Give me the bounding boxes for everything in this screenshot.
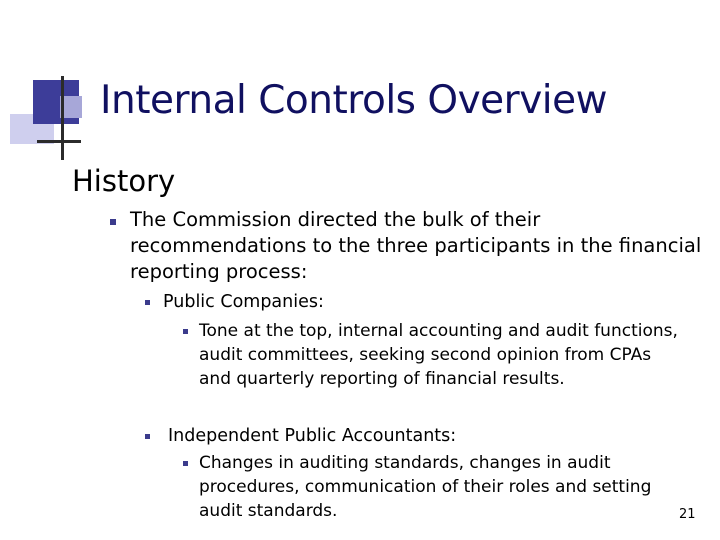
slide-title: Internal Controls Overview xyxy=(100,78,608,123)
bullet-accountants-label: Independent Public Accountants: xyxy=(168,426,457,446)
bullet-public-companies-detail: Tone at the top, internal accounting and audit functions, audit committees, seeking second opinion from CPAs and quarterly reporting of financial results. xyxy=(199,321,678,389)
bullet-commission-text: The Commission directed the bulk of their recommendations to the three participants in the financial reporting process: xyxy=(130,208,702,283)
logo-vertical-line xyxy=(61,76,64,160)
bullet-marker xyxy=(145,300,150,305)
bullet-marker xyxy=(110,219,116,225)
logo-horizontal-line xyxy=(37,140,81,143)
bullet-accountants-detail: Changes in auditing standards, changes in audit procedures, communication of their roles and setting audit standards. xyxy=(199,453,652,521)
bullet-marker xyxy=(183,461,188,466)
slide-number: 21 xyxy=(679,507,696,522)
section-heading: History xyxy=(72,164,176,198)
bullet-public-companies-label: Public Companies: xyxy=(163,292,324,312)
bullet-marker xyxy=(145,434,150,439)
bullet-marker xyxy=(183,329,188,334)
